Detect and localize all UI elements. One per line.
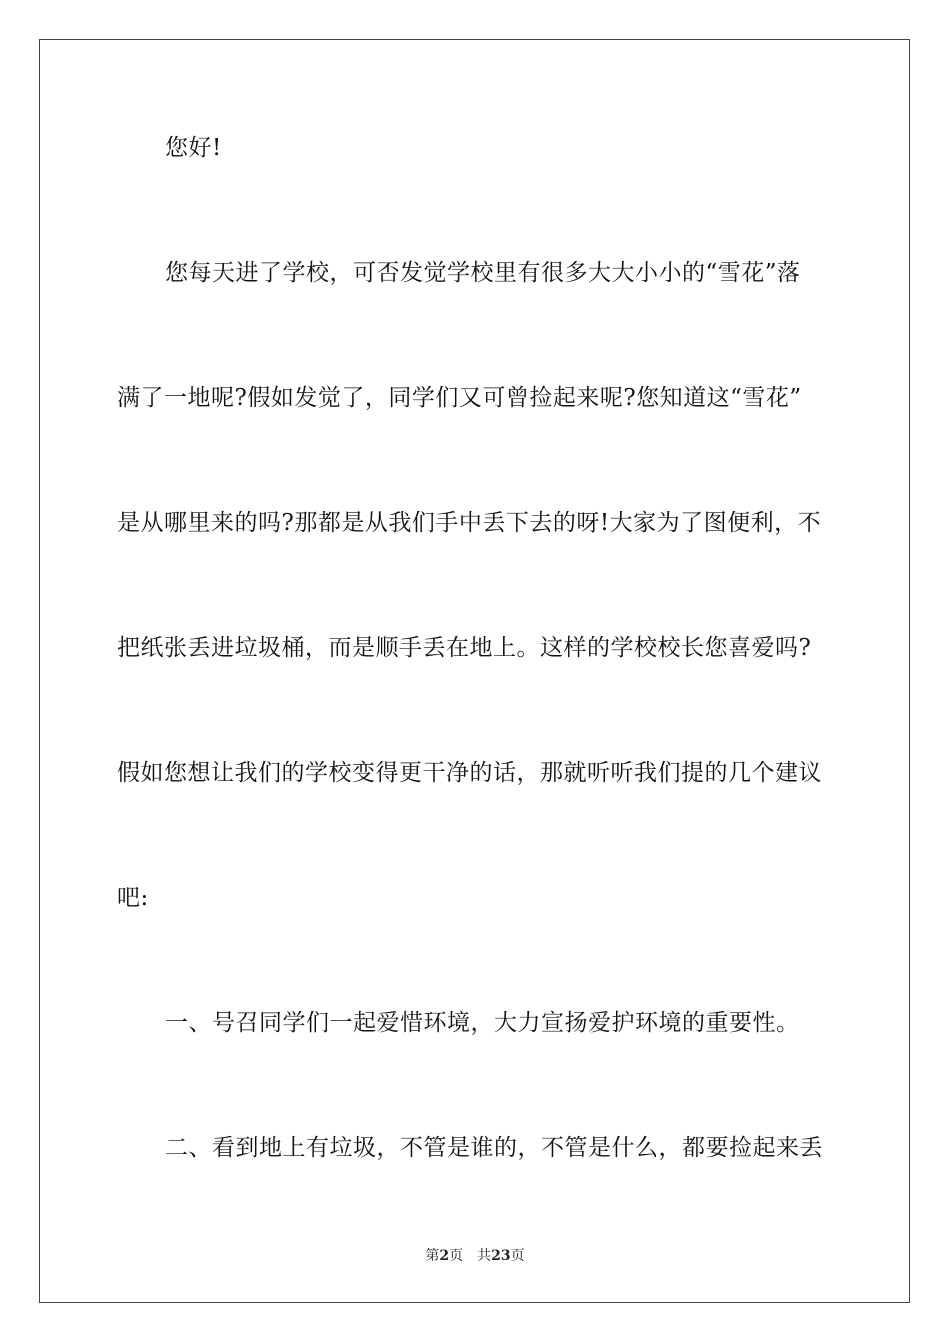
total-pages: 23 <box>491 1248 511 1264</box>
suggestion-item-1: 一、号召同学们一起爱惜环境，大力宣扬爱护环境的重要性。 <box>165 1010 800 1036</box>
page-footer <box>0 1247 950 1265</box>
page-frame <box>39 39 910 1303</box>
total-suffix: 页 <box>510 1248 525 1264</box>
suggestion-item-2: 二、看到地上有垃圾，不管是谁的，不管是什么，都要捡起来丢 <box>165 1135 823 1161</box>
page-number: 2 <box>439 1248 450 1264</box>
page-prefix: 第 <box>425 1248 440 1264</box>
greeting-line: 您好! <box>165 135 222 161</box>
page-suffix: 页 <box>449 1248 464 1264</box>
total-prefix: 共 <box>477 1248 492 1264</box>
body-line-1: 您每天进了学校，可否发觉学校里有很多大大小小的“雪花”落 <box>165 260 801 286</box>
body-line-3: 是从哪里来的吗?那都是从我们手中丢下去的呀!大家为了图便利，不 <box>117 510 822 536</box>
body-line-4: 把纸张丢进垃圾桶，而是顺手丢在地上。这样的学校校长您喜爱吗? <box>117 635 812 661</box>
body-line-2: 满了一地呢?假如发觉了，同学们又可曾捡起来呢?您知道这“雪花” <box>117 385 802 411</box>
body-line-6: 吧: <box>117 885 149 911</box>
body-line-5: 假如您想让我们的学校变得更干净的话，那就听听我们提的几个建议 <box>117 760 822 786</box>
